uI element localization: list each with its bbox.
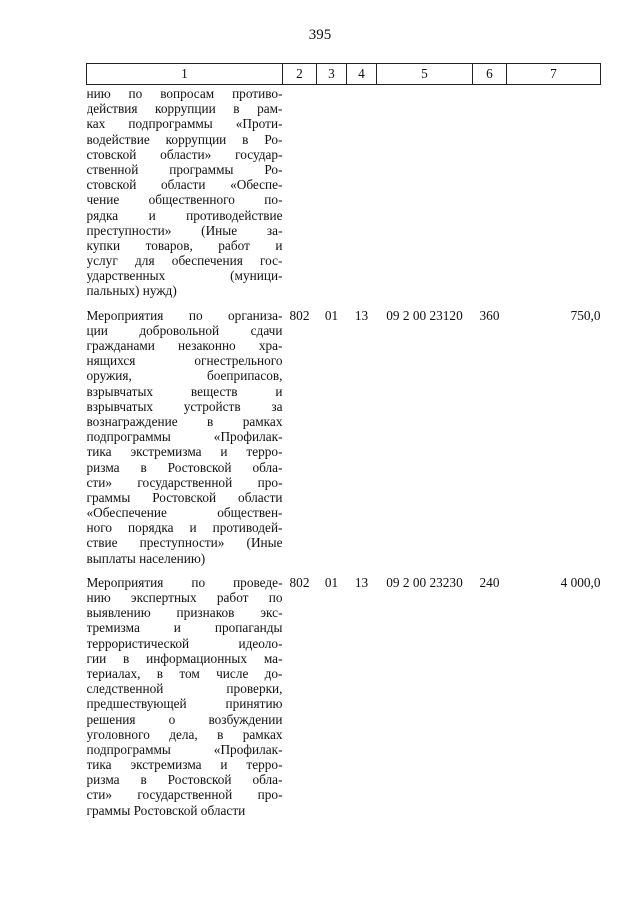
- description-line: вознаграждение в рамках: [86, 413, 283, 429]
- description-line: услуг для обеспечения гос-: [86, 253, 283, 269]
- header-col-3: 3: [317, 64, 347, 85]
- table-header: [87, 64, 601, 85]
- header-col-6: 6: [473, 64, 507, 85]
- cell-section-code: 01: [324, 574, 339, 590]
- header-col-1: 1: [87, 64, 283, 85]
- description-line: ризма в Ростовской обла-: [86, 772, 283, 788]
- cell-target-article: [377, 85, 473, 308]
- table-row: [87, 85, 601, 308]
- description-line: ризма в Ростовской обла-: [86, 459, 283, 475]
- description-line: взрывчатых устройств за: [86, 398, 283, 414]
- description-line: «Обеспечение обществен-: [86, 505, 283, 521]
- description-line: тика экстремизма и терро-: [86, 757, 283, 773]
- table-row: [87, 308, 601, 575]
- description-line: ках подпрограммы «Проти-: [86, 116, 283, 132]
- cell-subsection-code: [347, 85, 377, 308]
- description-line: нию по вопросам противо-: [86, 86, 283, 101]
- description-line: ствие преступности» (Иные: [86, 535, 283, 551]
- description-line: ции добровольной сдачи: [86, 322, 283, 338]
- table-row: [87, 575, 601, 827]
- description-line: нящихся огнестрельного: [86, 353, 283, 369]
- cell-expense-type: [473, 85, 507, 308]
- cell-target-article: 09 2 00 23230: [386, 574, 463, 590]
- description-line: сти» государственной про-: [86, 787, 283, 803]
- budget-table: [86, 63, 601, 827]
- description-line: Мероприятия по организа-: [86, 307, 283, 323]
- page-number: 395: [308, 27, 332, 43]
- cell-expense-type: 360: [479, 307, 500, 323]
- description-line: водействие коррупции в Ро-: [86, 131, 283, 147]
- cell-expense-type: 240: [479, 574, 500, 590]
- description-line: ного порядка и противодей-: [86, 520, 283, 536]
- description-line: гии в информационных ма-: [86, 650, 283, 666]
- cell-ministry-code: [283, 85, 317, 308]
- description-line: чение общественного по-: [86, 192, 283, 208]
- header-col-5: 5: [377, 64, 473, 85]
- header-col-4: 4: [347, 64, 377, 85]
- description-line: преступности» (Иные за-: [86, 222, 283, 238]
- description-line: сти» государственной про-: [86, 474, 283, 490]
- header-col-7: 7: [507, 64, 601, 85]
- cell-subsection-code: 13: [354, 574, 369, 590]
- row-description: [87, 575, 283, 827]
- description-line: ударственных (муници-: [86, 268, 283, 284]
- cell-amount: 750,0: [570, 307, 601, 323]
- description-line: действия коррупции в рам-: [86, 101, 283, 117]
- description-line: взрывчатых веществ и: [86, 383, 283, 399]
- description-line: уголовного дела, в рамках: [86, 726, 283, 742]
- description-line: нию экспертных работ по: [86, 590, 283, 605]
- cell-target-article: 09 2 00 23120: [386, 307, 463, 323]
- cell-ministry-code: 802: [289, 307, 310, 323]
- description-line: рядка и противодействие: [86, 207, 283, 223]
- cell-ministry-code: 802: [289, 574, 310, 590]
- header-col-2: 2: [283, 64, 317, 85]
- description-line: ственной программы Ро-: [86, 161, 283, 177]
- description-line: стовской области «Обеспе-: [86, 177, 283, 193]
- description-line: Мероприятия по проведе-: [86, 574, 283, 590]
- description-line: выплаты населению): [86, 550, 206, 566]
- description-line: оружия, боеприпасов,: [86, 368, 283, 384]
- description-line: териалах, в том числе до-: [86, 665, 283, 681]
- cell-section-code: 01: [324, 307, 339, 323]
- description-line: тика экстремизма и терро-: [86, 444, 283, 460]
- row-description: [87, 308, 283, 575]
- description-line: террористической идеоло-: [86, 635, 283, 651]
- cell-subsection-code: 13: [354, 307, 369, 323]
- cell-section-code: [317, 85, 347, 308]
- description-line: подпрограммы «Профилак-: [86, 741, 283, 757]
- description-line: граммы Ростовской области: [86, 489, 283, 505]
- row-description: [87, 85, 283, 308]
- description-line: гражданами незаконно хра-: [86, 338, 283, 353]
- description-line: предшествующей принятию: [86, 696, 283, 712]
- description-line: тремизма и пропаганды: [86, 620, 283, 636]
- description-line: стовской области» государ-: [86, 146, 283, 162]
- table-body: [87, 85, 601, 827]
- cell-amount: 4 000,0: [560, 574, 601, 590]
- description-line: подпрограммы «Профилак-: [86, 429, 283, 445]
- description-line: граммы Ростовской области: [86, 802, 246, 818]
- cell-amount: [507, 85, 601, 308]
- description-line: купки товаров, работ и: [86, 237, 283, 253]
- description-line: пальных) нужд): [86, 283, 177, 299]
- description-line: следственной проверки,: [86, 681, 283, 697]
- description-line: выявлению признаков экс-: [86, 605, 283, 621]
- description-line: решения о возбуждении: [86, 711, 283, 727]
